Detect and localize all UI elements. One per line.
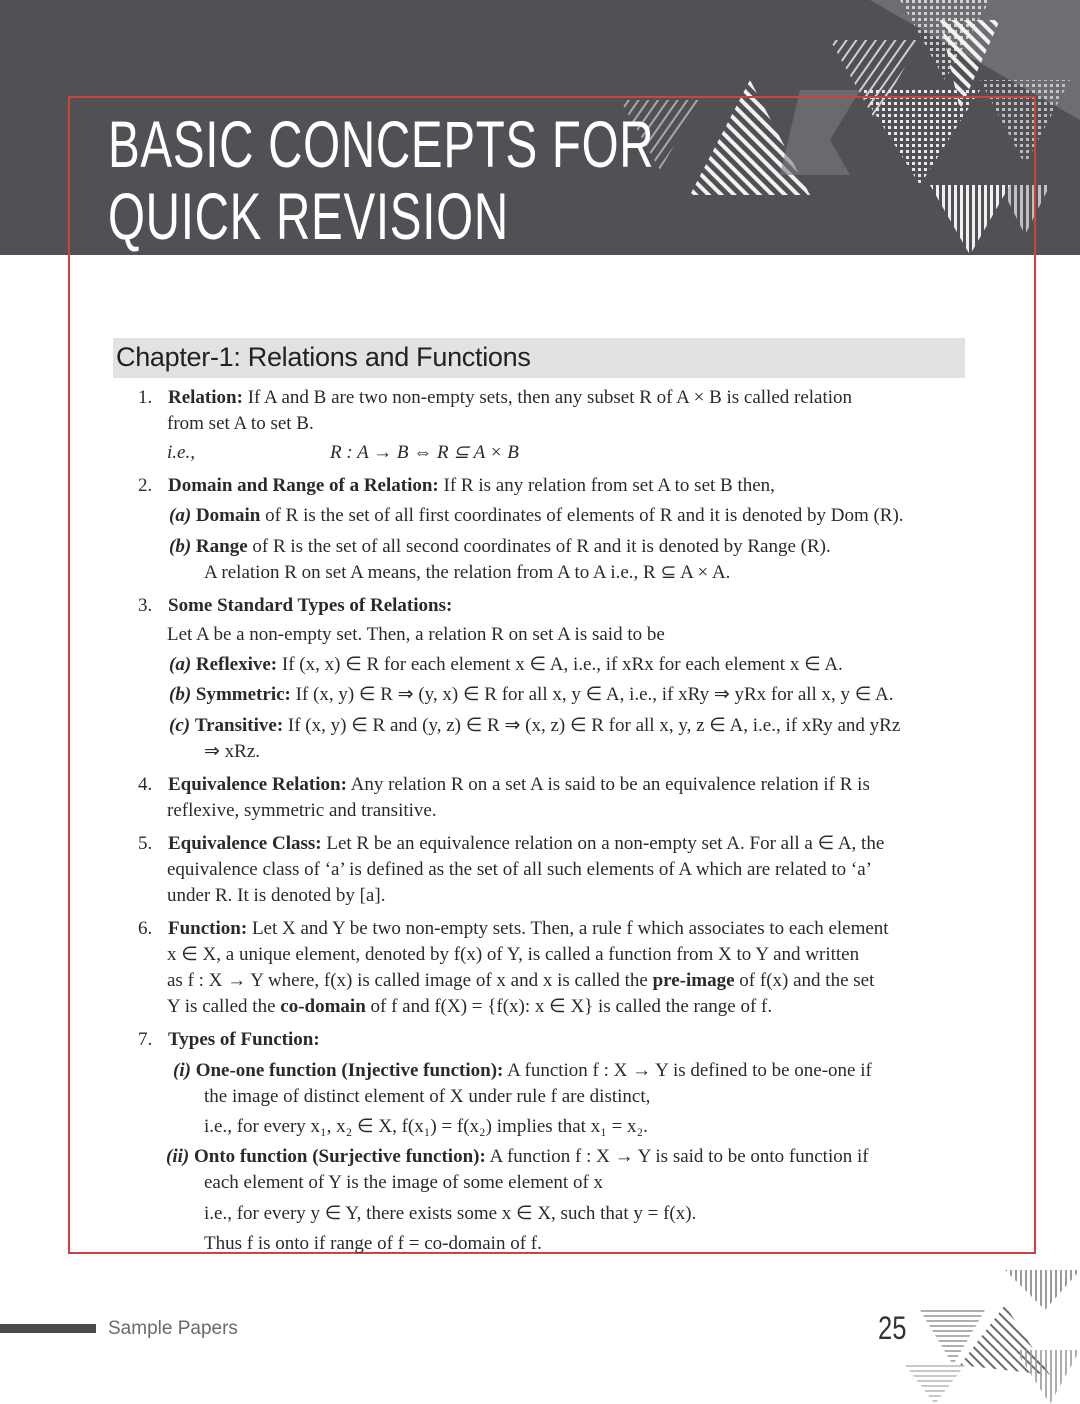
page-title: BASIC CONCEPTS FOR QUICK REVISION xyxy=(108,107,655,253)
item-text: equivalence class of ‘a’ is defined as the set of all such elements of A which are related to ‘a’ xyxy=(167,859,873,880)
sub-item-symmetric: (b) Symmetric: If (x, y) ∈ R ⇒ (y, x) ∈ R for all x, y ∈ A, i.e., if xRy ⇒ yRx for all x, y ∈ A. xyxy=(169,684,894,705)
item-text: A relation R on set A means, the relation from A to A i.e., R ⊆ A × A. xyxy=(204,562,731,583)
item-text: Thus f is onto if range of f = co-domain of f. xyxy=(204,1233,542,1254)
item-text: i.e., for every x₁, x₂ ∈ X, f(x₁) = f(x₂) implies that x₁ = x₂. xyxy=(204,1116,648,1137)
ie-label: i.e., xyxy=(167,442,195,463)
item-number: 3. xyxy=(138,595,153,616)
item-text: as f : X → Y where, f(x) is called image of x and x is called the pre-image of f(x) and the set xyxy=(167,970,875,991)
item-equivalence-class: Equivalence Class: Let R be an equivalence relation on a non-empty set A. For all a ∈ A, the xyxy=(168,833,885,854)
footer-bar xyxy=(0,1324,96,1333)
item-text: from set A to set B. xyxy=(167,413,314,434)
item-text: Y is called the co-domain of f and f(X) = {f(x): x ∈ X} is called the range of f. xyxy=(167,996,773,1017)
footer-triangles-icon xyxy=(905,1270,1080,1404)
page-header xyxy=(0,0,1080,255)
item-text: Let A be a non-empty set. Then, a relation R on set A is said to be xyxy=(167,624,665,645)
relation-formula: R : A → B ⇔ R ⊆ A × B xyxy=(330,442,519,463)
item-relation: Relation: If A and B are two non-empty sets, then any subset R of A × B is called relation xyxy=(168,387,853,408)
item-relation-types: Some Standard Types of Relations: xyxy=(168,595,453,616)
item-text: the image of distinct element of X under rule f are distinct, xyxy=(204,1086,651,1107)
geometric-triangles-icon xyxy=(600,0,1080,255)
item-text: x ∈ X, a unique element, denoted by f(x) of Y, is called a function from X to Y and written xyxy=(167,944,860,965)
item-function-types: Types of Function: xyxy=(168,1029,320,1050)
item-equivalence-relation: Equivalence Relation: Any relation R on a set A is said to be an equivalence relation if R is xyxy=(168,774,870,795)
page-number: 25 xyxy=(878,1310,907,1346)
chapter-title: Chapter-1: Relations and Functions xyxy=(116,342,531,372)
item-number: 1. xyxy=(138,387,153,408)
item-text: reflexive, symmetric and transitive. xyxy=(167,800,437,821)
sub-item-transitive: (c) Transitive: If (x, y) ∈ R and (y, z) ∈ R ⇒ (x, z) ∈ R for all x, y, z ∈ A, i.e., if xRy and yRz xyxy=(169,715,901,736)
item-number: 5. xyxy=(138,833,153,854)
item-number: 4. xyxy=(138,774,153,795)
sub-item-reflexive: (a) Reflexive: If (x, x) ∈ R for each element x ∈ A, i.e., if xRx for each element x ∈ A. xyxy=(169,654,843,675)
item-number: 6. xyxy=(138,918,153,939)
item-text: i.e., for every y ∈ Y, there exists some x ∈ X, such that y = f(x). xyxy=(204,1203,697,1224)
sub-item-onto: (ii) Onto function (Surjective function): A function f : X → Y is said to be onto function if xyxy=(166,1146,869,1167)
item-text: each element of Y is the image of some element of x xyxy=(204,1172,604,1193)
footer-label: Sample Papers xyxy=(108,1318,238,1339)
sub-item-one-one: (i) One-one function (Injective function): A function f : X → Y is defined to be one-one if xyxy=(173,1060,872,1081)
item-text: under R. It is denoted by [a]. xyxy=(167,885,386,906)
item-domain-range: Domain and Range of a Relation: If R is any relation from set A to set B then, xyxy=(168,475,775,496)
item-text: ⇒ xRz. xyxy=(204,741,261,762)
sub-item-domain: (a) Domain of R is the set of all first coordinates of elements of R and it is denoted by Dom (R). xyxy=(169,505,904,526)
item-function: Function: Let X and Y be two non-empty sets. Then, a rule f which associates to each element xyxy=(168,918,889,939)
item-number: 2. xyxy=(138,475,153,496)
item-number: 7. xyxy=(138,1029,153,1050)
sub-item-range: (b) Range of R is the set of all second coordinates of R and it is denoted by Range (R). xyxy=(169,536,831,557)
